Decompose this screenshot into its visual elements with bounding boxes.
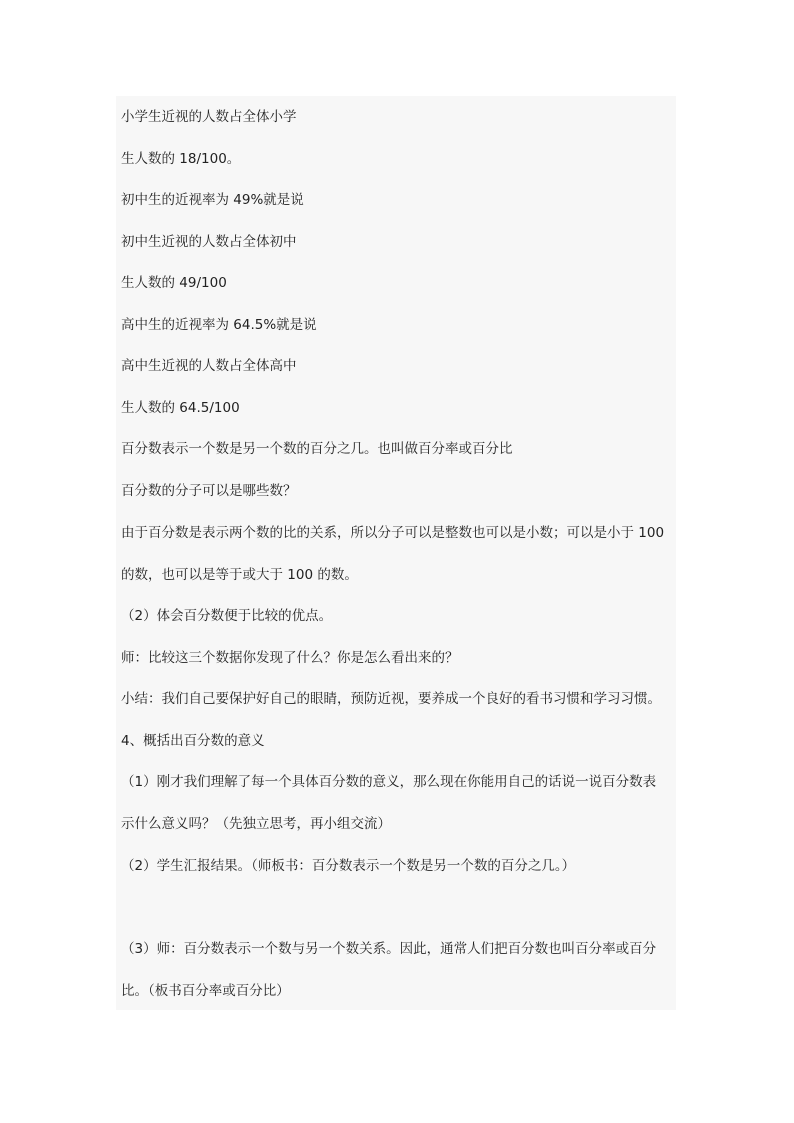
text-line-14: 师：比较这三个数据你发现了什么？你是怎么看出来的？ <box>121 650 459 666</box>
text-line-19: （2）学生汇报结果。（师板书：百分数表示一个数是另一个数的百分之几。） <box>121 858 576 874</box>
text-line-20: （3）师：百分数表示一个数与另一个数关系。因此，通常人们把百分数也叫百分率或百分 <box>121 941 657 957</box>
text-line-3: 初中生的近视率为 49%就是说 <box>121 192 304 208</box>
text-line-6: 高中生的近视率为 64.5%就是说 <box>121 317 317 333</box>
text-line-17: （1）刚才我们理解了每一个具体百分数的意义，那么现在你能用自己的话说一说百分数表 <box>121 774 657 790</box>
text-line-21: 比。（板书百分率或百分比） <box>121 983 290 999</box>
text-line-5: 生人数的 49/100 <box>121 275 227 291</box>
text-line-18: 示什么意义吗？（先独立思考，再小组交流） <box>121 816 391 832</box>
text-line-10: 百分数的分子可以是哪些数？ <box>121 483 297 499</box>
text-line-12: 的数，也可以是等于或大于 100 的数。 <box>121 567 358 583</box>
text-line-13: （2）体会百分数便于比较的优点。 <box>121 608 333 624</box>
text-line-1: 小学生近视的人数占全体小学 <box>121 109 297 125</box>
text-line-9: 百分数表示一个数是另一个数的百分之几。也叫做百分率或百分比 <box>121 441 513 457</box>
text-line-2: 生人数的 18/100。 <box>121 151 241 167</box>
text-line-16: 4、概括出百分数的意义 <box>121 733 265 749</box>
text-line-11: 由于百分数是表示两个数的比的关系，所以分子可以是整数也可以是小数；可以是小于 100 <box>121 525 665 541</box>
text-line-15: 小结：我们自己要保护好自己的眼睛，预防近视，要养成一个良好的看书习惯和学习习惯。 <box>121 691 661 707</box>
text-line-4: 初中生近视的人数占全体初中 <box>121 234 297 250</box>
text-line-8: 生人数的 64.5/100 <box>121 400 240 416</box>
text-line-7: 高中生近视的人数占全体高中 <box>121 358 297 374</box>
